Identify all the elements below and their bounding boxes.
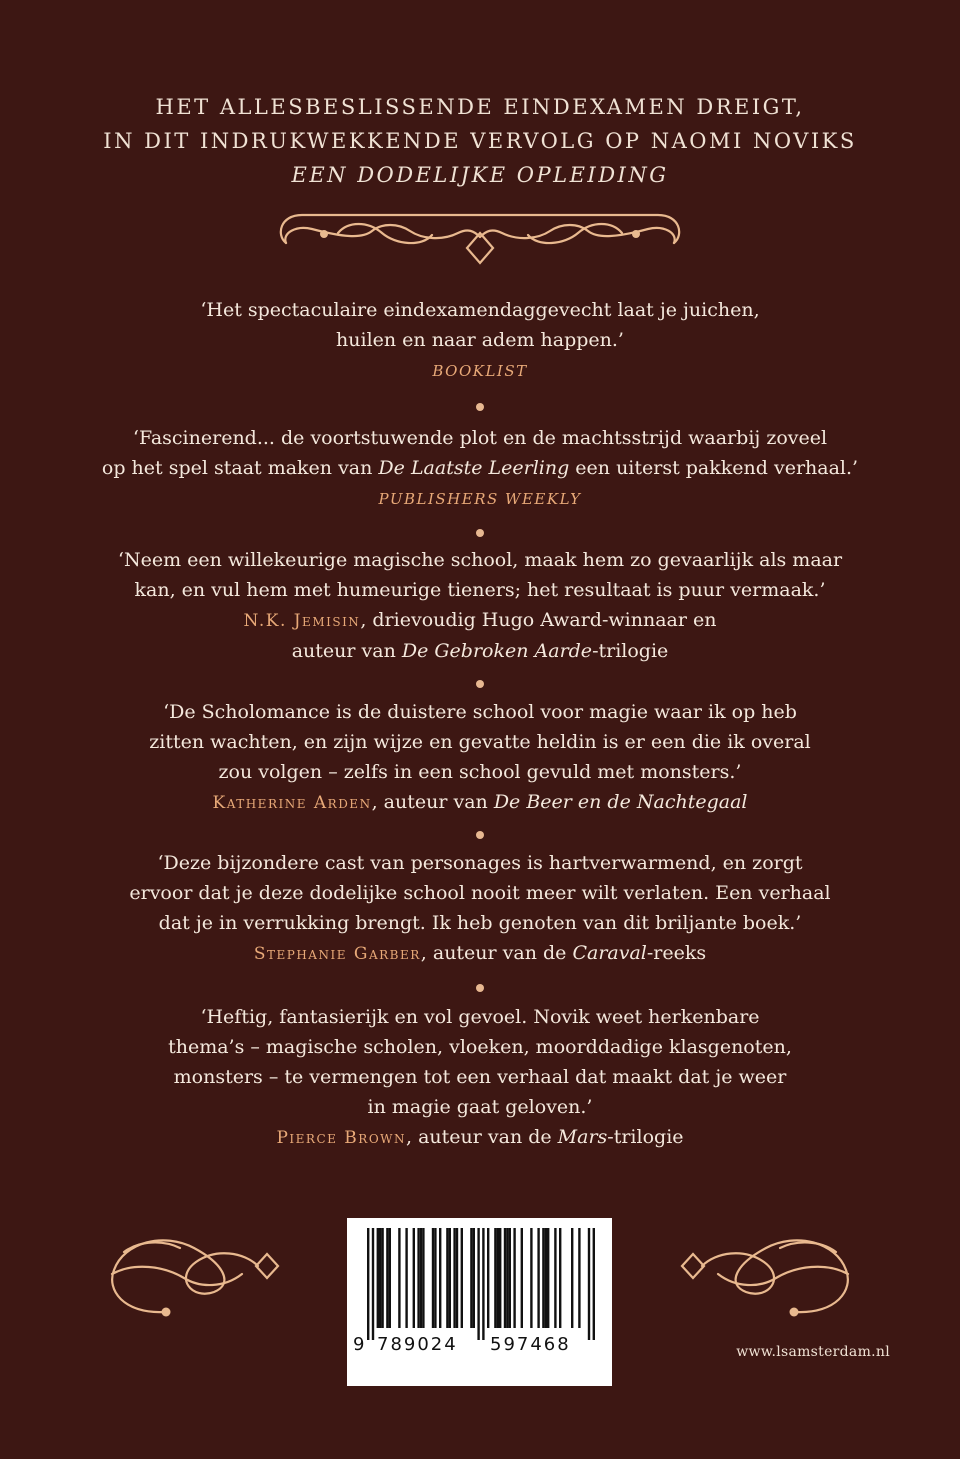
- barcode-bar: [377, 1228, 379, 1328]
- quote-1-line-2: huilen en naar adem happen.’: [336, 329, 624, 351]
- barcode-bar: [405, 1228, 407, 1328]
- quote-3: [80, 545, 880, 666]
- quote-4-line-3: zou volgen – zelfs in een school gevuld met monsters.’: [218, 761, 742, 783]
- book-title-de-beer-en-de-nachtegaal: De Beer en de Nachtegaal: [493, 791, 748, 813]
- bullet-icon: [476, 831, 484, 839]
- quote-3-author-rest: , drievoudig Hugo Award-winnaar en: [360, 609, 717, 631]
- quote-2-line-2-c: een uiterst pakkend verhaal.’: [569, 457, 859, 479]
- barcode-bar: [398, 1228, 400, 1328]
- quote-1-line-1: ‘Het spectaculaire eindexamendaggevecht laat je juichen,: [200, 299, 760, 321]
- barcode-bar: [537, 1228, 539, 1328]
- isbn-digit-prefix: 9: [353, 1334, 365, 1355]
- quote-2: [80, 423, 880, 514]
- barcode-bar: [588, 1228, 590, 1340]
- barcode-bar: [494, 1228, 496, 1328]
- quote-6: [80, 1002, 880, 1153]
- quote-5: [80, 848, 880, 969]
- quote-1-source: BOOKLIST: [432, 362, 528, 380]
- barcode-bar: [473, 1228, 475, 1328]
- book-title-caraval: Caraval: [572, 942, 647, 964]
- barcode-bar: [559, 1228, 561, 1328]
- barcode-bar: [389, 1228, 391, 1328]
- quote-6-line-2: thema’s – magische scholen, vloeken, moorddadige klasgenoten,: [168, 1036, 792, 1058]
- ornament-divider-icon: [272, 203, 688, 269]
- barcode-bar: [504, 1228, 506, 1328]
- barcode-bar: [509, 1228, 511, 1328]
- barcode-bar: [506, 1228, 508, 1328]
- barcode-bar: [530, 1228, 532, 1328]
- barcode-bar: [499, 1228, 501, 1328]
- barcode-bars: [357, 1228, 602, 1340]
- barcode-bar: [461, 1228, 463, 1328]
- barcode-bar: [545, 1228, 547, 1328]
- barcode-bar: [547, 1228, 549, 1328]
- quote-2-line-2: [80, 453, 880, 483]
- quote-3-line-1: ‘Neem een willekeurige magische school, maak hem zo gevaarlijk als maar: [117, 549, 843, 571]
- quote-3-line-2: kan, en vul hem met humeurige tieners; het resultaat is puur vermaak.’: [134, 579, 826, 601]
- barcode-bar: [413, 1228, 415, 1328]
- barcode-bar: [513, 1228, 515, 1328]
- barcode-bar: [367, 1228, 369, 1340]
- barcode-bar: [482, 1228, 484, 1340]
- quote-5-author: Stephanie Garber: [253, 944, 421, 964]
- isbn-digits-right: 597468: [490, 1334, 571, 1355]
- quote-4: [80, 697, 880, 818]
- quote-6-line-4: in magie gaat geloven.’: [367, 1096, 593, 1118]
- barcode-bar: [477, 1228, 479, 1340]
- book-title-de-laatste-leerling: De Laatste Leerling: [378, 457, 570, 479]
- barcode-bar: [456, 1228, 458, 1328]
- quote-2-line-2-a: op het spel staat maken van: [101, 457, 379, 479]
- barcode-bar: [578, 1228, 580, 1328]
- bullet-icon: [476, 680, 484, 688]
- barcode-bar: [593, 1228, 595, 1340]
- quote-3-author: N.K. Jemisin: [243, 611, 361, 631]
- barcode-bar: [386, 1228, 388, 1328]
- barcode-bar: [420, 1228, 422, 1328]
- quote-5-line-1: ‘Deze bijzondere cast van personages is hartverwarmend, en zorgt: [157, 852, 803, 874]
- barcode-bar: [571, 1228, 573, 1328]
- isbn-barcode: [347, 1218, 612, 1386]
- quote-3-attribution-2: [80, 636, 880, 666]
- quote-6-attribution: [80, 1122, 880, 1153]
- headline-line-1: HET ALLESBESLISSENDE EINDEXAMEN DREIGT,: [155, 95, 805, 119]
- swirl-ornament-left-icon: [104, 1222, 284, 1326]
- quote-3-attr-c: -trilogie: [592, 640, 669, 662]
- barcode-bar: [417, 1228, 419, 1328]
- quote-4-line-1: ‘De Scholomance is de duistere school voor magie waar ik op heb: [163, 701, 797, 723]
- quote-6-line-1: ‘Heftig, fantasierijk en vol gevoel. Novik weet herkenbare: [200, 1006, 760, 1028]
- quote-4-attr-a: , auteur van: [371, 791, 494, 813]
- barcode-bar: [381, 1228, 383, 1328]
- isbn-digits-left: 789024: [377, 1334, 458, 1355]
- barcode-bar: [446, 1228, 448, 1328]
- quote-5-line-3: dat je in verrukking brengt. Ik heb genoten van dit briljante boek.’: [158, 912, 802, 934]
- quote-5-attr-c: -reeks: [646, 942, 707, 964]
- quote-3-attribution-1: [80, 605, 880, 636]
- quote-5-attribution: [80, 938, 880, 969]
- quote-4-author: Katherine Arden: [212, 793, 372, 813]
- quote-6-line-3: monsters – te vermengen tot een verhaal dat maakt dat je weer: [173, 1066, 787, 1088]
- book-title-de-gebroken-aarde: De Gebroken Aarde: [401, 640, 593, 662]
- quote-5-line-2: ervoor dat je deze dodelijke school nooit meer wilt verlaten. Een verhaal: [129, 882, 831, 904]
- barcode-bar: [453, 1228, 455, 1328]
- bullet-icon: [476, 529, 484, 537]
- bullet-icon: [476, 984, 484, 992]
- quote-1: [80, 295, 880, 386]
- barcode-bar: [449, 1228, 451, 1328]
- bullet-icon: [476, 403, 484, 411]
- headline-line-2: IN DIT INDRUKWEKKENDE VERVOLG OP NAOMI NOVIKS: [103, 129, 857, 153]
- barcode-bar: [487, 1228, 489, 1328]
- quote-2-line-1: ‘Fascinerend... de voortstuwende plot en de machtsstrijd waarbij zoveel: [132, 427, 828, 449]
- barcode-bar: [379, 1228, 381, 1328]
- quote-3-attr-a: auteur van: [291, 640, 402, 662]
- headline-line-3: EEN DODELIJKE OPLEIDING: [291, 163, 669, 187]
- quote-6-attr-c: -trilogie: [607, 1126, 684, 1148]
- barcode-bar: [554, 1228, 556, 1328]
- quote-6-author: Pierce Brown: [276, 1128, 406, 1148]
- barcode-bar: [521, 1228, 523, 1328]
- quote-4-line-2: zitten wachten, en zijn wijze en gevatte heldin is er een die ik overal: [149, 731, 811, 753]
- publisher-website: www.lsamsterdam.nl: [736, 1344, 890, 1360]
- barcode-bar: [439, 1228, 441, 1328]
- barcode-bar: [422, 1228, 424, 1328]
- barcode-bar: [497, 1228, 499, 1328]
- book-title-mars: Mars: [557, 1126, 608, 1148]
- quote-4-attribution: [80, 787, 880, 818]
- quote-5-attr-a: , auteur van de: [420, 942, 573, 964]
- barcode-bar: [434, 1228, 436, 1328]
- headline: [0, 90, 960, 192]
- swirl-ornament-right-icon: [676, 1222, 856, 1326]
- quote-2-source: PUBLISHERS WEEKLY: [378, 490, 582, 508]
- barcode-bar: [372, 1228, 374, 1340]
- barcode-bar: [542, 1228, 544, 1328]
- barcode-bar: [470, 1228, 472, 1328]
- quote-6-attr-a: , auteur van de: [406, 1126, 558, 1148]
- barcode-bar: [432, 1228, 434, 1328]
